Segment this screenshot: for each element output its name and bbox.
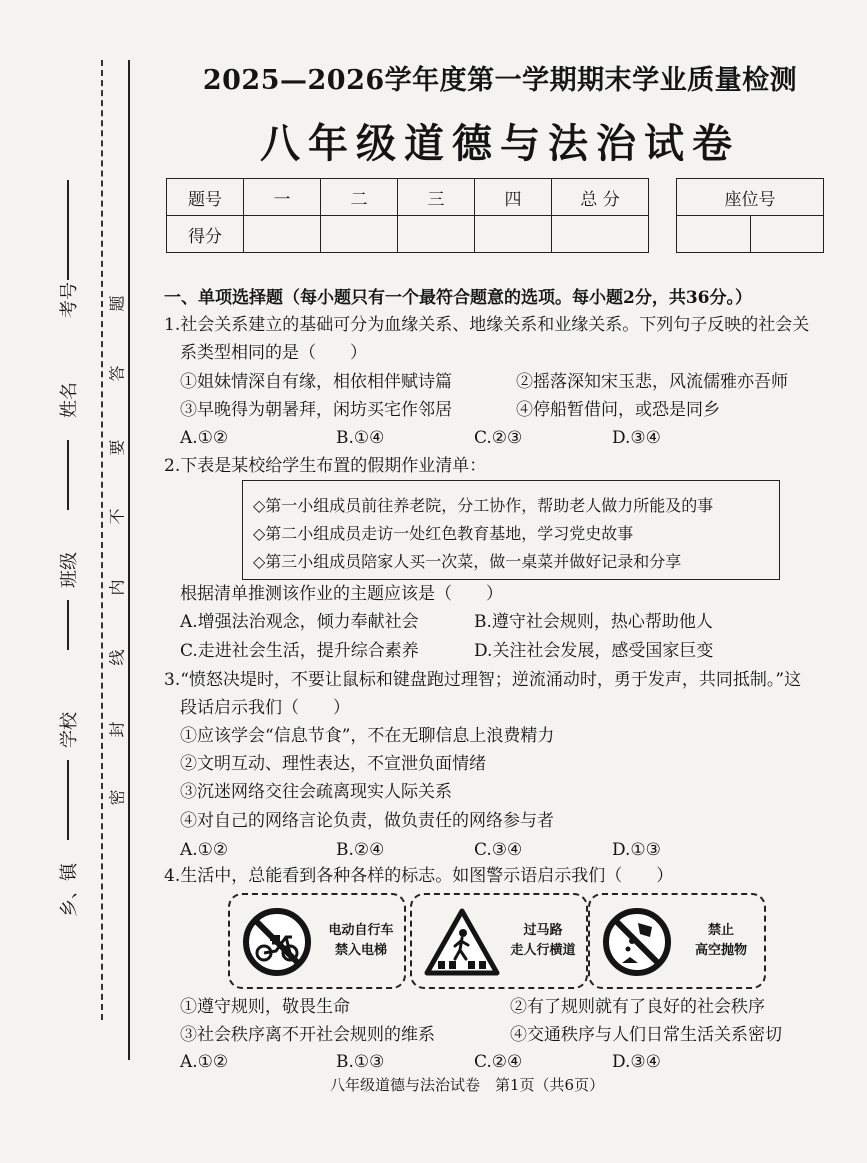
sign-line: 走人行横道 [510,943,576,958]
q2-option-b[interactable]: B.遵守社会规则，热心帮助他人 [474,612,713,632]
sign-text [322,921,400,961]
sign-line: 电动自行车 [328,923,394,938]
q1-stem: 1.社会关系建立的基础可分为血缘关系、地缘关系和业缘关系。下列句子反映的社会关 [164,315,810,335]
seat-cell[interactable] [677,216,751,253]
name-label: 姓名 [59,382,80,418]
q3-stem-cont: 段话启示我们（ ） [180,698,350,718]
q1-option-d[interactable]: D.③④ [612,428,661,448]
q4-option-d[interactable]: D.③④ [612,1052,661,1072]
homework-item: ◇第二小组成员走访一处红色教育基地，学习党史故事 [253,524,634,543]
q3-statement: ④对自己的网络言论负责，做负责任的网络参与者 [180,811,554,831]
binding-line [128,60,130,1060]
no-throwing-icon [602,907,672,977]
q3-stem: 3.“愤怒决堤时，不要让鼠标和键盘跑过理智；逆流涌动时，勇于发声，共同抵制。”这 [164,670,802,690]
name-field[interactable] [50,360,86,510]
q4-statement: ③社会秩序离不开社会规则的维系 [180,1025,435,1045]
homework-item: ◇第一小组成员前往养老院，分工协作，帮助老人做力所能及的事 [253,496,714,515]
section-title-desc: （每小题只有一个最符合题意的选项。每小题2分，共36分。） [283,288,752,308]
exam-number-line [67,180,69,280]
sign-line: 禁止 [707,923,734,938]
score-cell[interactable] [398,216,475,253]
sign-text [504,921,582,961]
seal-char: 答 [107,365,127,382]
q2-option-d[interactable]: D.关注社会发展，感受国家巨变 [474,641,714,661]
q3-statement: ②文明互动、理性表达，不宣泄负面情绪 [180,754,486,774]
score-cell[interactable] [321,216,398,253]
q1-option-c[interactable]: C.②③ [474,428,523,448]
score-header-cell: 总 分 [552,179,649,216]
q4-statement: ④交通秩序与人们日常生活关系密切 [510,1025,782,1045]
page-footer: 八年级道德与法治试卷 第1页（共6页） [330,1076,605,1094]
seat-label: 座位号 [677,179,824,216]
sign-no-throwing [588,893,766,989]
q3-statement: ①应该学会“信息节食”，不在无聊信息上浪费精力 [180,726,555,746]
score-header-cell: 三 [398,179,475,216]
q4-option-c[interactable]: C.②④ [474,1052,523,1072]
q4-stem: 4.生活中，总能看到各种各样的标志。如图警示语启示我们（ ） [164,866,674,886]
exam-year-title: 2025—2026学年度第一学期期末学业质量检测 [202,65,798,96]
sign-line: 禁入电梯 [334,943,387,958]
q4-option-b[interactable]: B.①③ [336,1052,385,1072]
sign-no-ebike [228,893,406,989]
seal-char: 封 [107,721,127,738]
homework-item: ◇第三小组成员陪家人买一次菜，做一桌菜并做好记录和分享 [253,552,682,571]
q1-statement: ④停船暂借问，或恐是同乡 [516,400,720,420]
cut-line [101,60,103,1020]
q1-statement: ①姐妹情深自有缘，相依相伴赋诗篇 [180,372,452,392]
seal-char: 要 [107,439,127,456]
q3-statement: ③沉迷网络交往会疏离现实人际关系 [180,782,452,802]
q4-statement: ②有了规则就有了良好的社会秩序 [510,997,765,1017]
score-row-label: 得分 [167,216,244,253]
town-label: 乡、镇 [59,863,80,917]
seal-char: 线 [107,649,127,666]
q1-option-b[interactable]: B.①④ [336,428,385,448]
school-field[interactable] [50,700,86,840]
score-header-cell: 题号 [167,179,244,216]
q1-stem-cont: 系类型相同的是（ ） [180,343,367,363]
seal-char: 题 [107,295,127,312]
q2-option-c[interactable]: C.走进社会生活，提升综合素养 [180,641,419,661]
q1-statement: ③早晚得为朝暑拜，闲坊买宅作邻居 [180,400,452,420]
class-line [67,600,69,650]
seat-cell[interactable] [750,216,824,253]
score-header-cell: 一 [244,179,321,216]
q4-statement: ①遵守规则，敬畏生命 [180,997,350,1017]
exam-number-field[interactable] [50,180,86,330]
school-line [67,760,69,840]
sign-line: 高空抛物 [694,943,747,958]
seal-char: 内 [107,579,127,596]
sign-pedestrian-crossing [410,893,588,989]
homework-list-box [242,480,780,580]
q4-option-a[interactable]: A.①② [180,1052,229,1072]
score-header-cell: 四 [475,179,552,216]
class-field[interactable] [50,540,86,650]
score-table [166,178,649,253]
q2-stem: 2.下表是某校给学生布置的假期作业清单： [164,456,487,476]
town-field[interactable] [50,860,86,930]
name-line [67,440,69,510]
q1-option-a[interactable]: A.①② [180,428,229,448]
q1-statement: ②摇落深知宋玉悲，风流儒雅亦吾师 [516,372,788,392]
section-title-main: 一、单项选择题 [164,288,283,308]
q3-option-a[interactable]: A.①② [180,840,229,860]
no-ebike-icon [242,907,312,977]
q3-option-d[interactable]: D.①③ [612,840,661,860]
sign-text [682,921,760,961]
section-title [164,290,752,307]
seat-table [676,178,824,253]
school-label: 学校 [59,712,80,748]
exam-number-label: 考号 [59,282,80,318]
exam-main-title: 八年级道德与法治试卷 [260,120,740,167]
class-label: 班级 [59,552,80,588]
score-cell[interactable] [552,216,649,253]
sign-line: 过马路 [523,923,563,938]
q3-option-b[interactable]: B.②④ [336,840,385,860]
score-cell[interactable] [475,216,552,253]
seal-char: 不 [107,508,127,525]
pedestrian-crossing-icon [424,907,500,977]
score-header-cell: 二 [321,179,398,216]
q2-ask: 根据清单推测该作业的主题应该是（ ） [180,584,503,604]
q3-option-c[interactable]: C.③④ [474,840,523,860]
score-cell[interactable] [244,216,321,253]
q2-option-a[interactable]: A.增强法治观念，倾力奉献社会 [180,612,419,632]
seal-char: 密 [107,789,127,806]
